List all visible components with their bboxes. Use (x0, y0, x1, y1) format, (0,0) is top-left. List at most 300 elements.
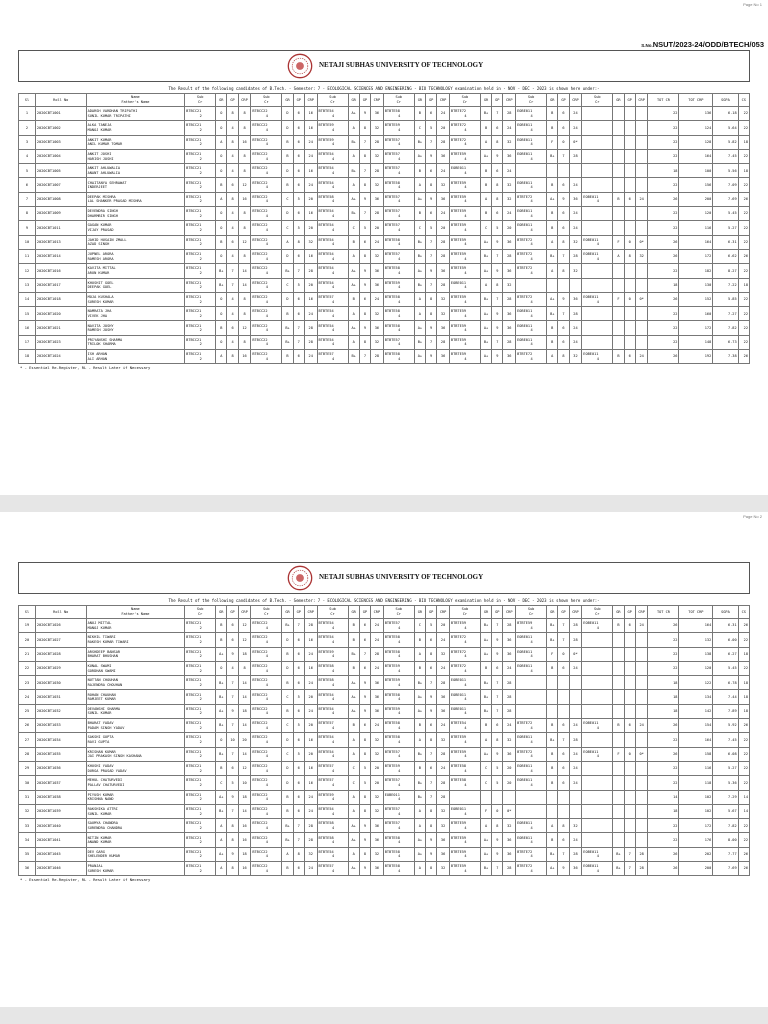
grade-point: 6 (293, 249, 304, 263)
grade-point: 5 (492, 776, 503, 790)
credit-points: 24 (569, 221, 582, 235)
subject-code: BTBTE72 (450, 109, 467, 114)
col-sub (516, 606, 547, 619)
subject-code-cell (516, 264, 547, 278)
credit-points: 28 (437, 790, 450, 804)
grade-point: 8 (359, 733, 370, 747)
col-gp: GP (293, 94, 304, 107)
grade-point: 8 (227, 107, 238, 121)
credit-points: 14 (238, 278, 251, 292)
subject-code: BTBTE72 (450, 649, 467, 654)
subject-credit: 4 (398, 313, 401, 318)
serial-number: 30 (19, 776, 36, 790)
grade-point: 9 (558, 192, 569, 206)
grade: A+ (348, 264, 359, 278)
credit-points: 28 (503, 690, 516, 704)
grade: B (282, 804, 293, 818)
sgpa: 5.27 (713, 761, 738, 775)
subject-code: BTBTE57 (384, 151, 400, 156)
father-name: RAVI GUPTA (87, 740, 110, 745)
grade: A+ (348, 107, 359, 121)
credits-secured: 22 (738, 733, 749, 747)
subject-code-cell (516, 221, 547, 235)
subject-credit: 4 (530, 256, 533, 261)
sgpa: 6.62 (713, 249, 738, 263)
col-sub-label: Sub (196, 95, 204, 100)
total-credit-points: 200 (679, 192, 713, 206)
credit-points: 28 (437, 278, 450, 292)
credit-points: 20 (304, 747, 317, 761)
grade: A+ (480, 847, 491, 861)
col-gp: GP (558, 606, 569, 619)
credit-points: 36 (371, 704, 384, 718)
credit-points: 16 (304, 776, 317, 790)
subject-code-cell (185, 307, 216, 321)
subject-code: BTBCC22 (252, 778, 268, 783)
credit-points (635, 335, 648, 349)
credit-points: 36 (371, 321, 384, 335)
subject-credit: 4 (530, 854, 533, 859)
subject-code-cell (516, 121, 547, 135)
subject-code-cell (449, 847, 480, 861)
subject-code: BTBCC21 (186, 180, 202, 185)
grade: B+ (547, 733, 558, 747)
col-cr-label: Cr (396, 612, 401, 616)
credit-points: 24 (569, 335, 582, 349)
subject-code-cell (383, 719, 414, 733)
credit-points: 32 (371, 121, 384, 135)
student-name: ANKIT KUMAR (87, 137, 112, 142)
roll-number: 2020CBT1035 (35, 747, 86, 761)
credit-points: 24 (503, 661, 516, 675)
grade-point (624, 207, 635, 221)
grade: B+ (282, 819, 293, 833)
credit-points: 20 (304, 192, 317, 206)
subject-code: BTBTE54 (318, 252, 334, 257)
col-sub-label: Sub (461, 607, 469, 612)
credit-points: 16 (238, 833, 251, 847)
grade: B (216, 633, 227, 647)
subject-code: BTBTE57 (318, 864, 334, 869)
col-gr: GR (216, 94, 227, 107)
subject-code: BTBCC22 (252, 706, 268, 711)
grade-point: 8 (293, 847, 304, 861)
credit-points (635, 647, 648, 661)
subject-code-cell (449, 819, 480, 833)
credit-points: 24 (569, 178, 582, 192)
grade: C (480, 221, 491, 235)
subject-credit: 4 (464, 170, 467, 175)
credit-points: 36 (437, 704, 450, 718)
university-header (18, 50, 750, 82)
roll-number: 2020CBT1018 (35, 292, 86, 306)
credit-points: 32 (503, 135, 516, 149)
subject-code: BTBCC21 (186, 821, 202, 826)
grade-point (624, 149, 635, 163)
grade: A+ (216, 704, 227, 718)
grade: A (480, 278, 491, 292)
father-name: SUNIL KUMAR (87, 811, 112, 816)
subject-credit: 4 (596, 725, 599, 730)
credit-points (635, 661, 648, 675)
subject-code-cell (516, 292, 547, 306)
subject-code: EOBE011 (583, 864, 599, 869)
serial-number: 20 (19, 633, 36, 647)
subject-code-cell (317, 747, 348, 761)
col-sub-label: Sub (527, 607, 535, 612)
grade-point: 6 (558, 719, 569, 733)
credit-points (635, 676, 648, 690)
student-name: JUPNEL ARORA (87, 252, 114, 257)
credit-points: 32 (503, 178, 516, 192)
credit-points: 24 (304, 135, 317, 149)
subject-credit: 4 (464, 811, 467, 816)
col-sub-label: Sub (329, 95, 336, 100)
grade (547, 278, 558, 292)
grade-point (624, 221, 635, 235)
table-row (19, 149, 750, 163)
grade-point: 6 (359, 235, 370, 249)
credit-points (635, 221, 648, 235)
subject-credit: 4 (331, 199, 335, 204)
subject-credit: 4 (530, 625, 533, 630)
grade-point: 6 (558, 776, 569, 790)
grade: D (282, 761, 293, 775)
grade-point: 9 (227, 790, 238, 804)
credit-points: 24 (304, 647, 317, 661)
subject-code-cell (383, 847, 414, 861)
grade-point: 9 (359, 192, 370, 206)
credits-secured: 18 (738, 647, 749, 661)
table-row (19, 307, 750, 321)
credits-secured: 22 (738, 661, 749, 675)
col-gr: GR (282, 94, 293, 107)
credits-secured: 26 (738, 619, 749, 633)
subject-code-cell (582, 135, 613, 149)
subject-credit: 4 (265, 697, 268, 702)
subject-code-cell (449, 804, 480, 818)
sgpa: 5.36 (713, 776, 738, 790)
grade-point: 6 (425, 633, 436, 647)
credit-points: 28 (371, 164, 384, 178)
subject-credit: 4 (265, 213, 268, 218)
col-sl: Sl (19, 94, 36, 107)
grade: A+ (348, 819, 359, 833)
sgpa: 6.78 (713, 676, 738, 690)
roll-number: 2020CBT1029 (35, 661, 86, 675)
credit-points: 24 (437, 633, 450, 647)
serial-number: 1 (19, 107, 36, 121)
subject-code-cell (383, 833, 414, 847)
grade-point: 7 (624, 862, 635, 876)
subject-code-cell (251, 264, 282, 278)
col-gp: GP (425, 606, 436, 619)
grade: A (547, 350, 558, 364)
credit-points: 20 (304, 719, 317, 733)
grade: B+ (282, 619, 293, 633)
subject-code: BTBCC21 (186, 194, 202, 199)
sgpa: 6.08 (713, 747, 738, 761)
credit-points (635, 733, 648, 747)
col-gr: GR (348, 94, 359, 107)
grade-point: 5 (492, 221, 503, 235)
subject-code: BTBTE58 (384, 323, 400, 328)
subject-code-cell (317, 690, 348, 704)
subject-code-cell (185, 192, 216, 206)
subject-credit: 2 (199, 754, 202, 759)
subject-code: BTBTE59 (450, 821, 467, 826)
subject-credit: 2 (199, 113, 202, 118)
grade-point: 7 (425, 790, 436, 804)
grade (613, 690, 624, 704)
grade-point (624, 264, 635, 278)
grade-point (624, 776, 635, 790)
subject-code: BTBTE54 (318, 166, 334, 171)
credit-points: 28 (503, 676, 516, 690)
subject-code: BTBCC22 (252, 194, 268, 199)
grade-point: 6 (227, 235, 238, 249)
credit-points: 24 (503, 207, 516, 221)
father-name: RAJENDRA CHOUHAN (87, 682, 123, 687)
grade: B+ (480, 335, 491, 349)
subject-code: BTBTE54 (318, 323, 334, 328)
subject-credit: 2 (199, 697, 202, 702)
subject-code: EOBE011 (517, 635, 533, 640)
grade-point (624, 321, 635, 335)
student-names (86, 192, 185, 206)
credit-points (635, 178, 648, 192)
grade: B+ (414, 335, 425, 349)
grade: D (282, 107, 293, 121)
subject-credit: 4 (331, 697, 335, 702)
credit-points: 28 (437, 235, 450, 249)
credit-points: 0* (569, 647, 582, 661)
sgpa: 8.27 (713, 264, 738, 278)
sgpa: 6.18 (713, 107, 738, 121)
grade: B (613, 350, 624, 364)
grade: B (414, 761, 425, 775)
subject-credit: 4 (265, 185, 268, 190)
grade-point: 6 (558, 747, 569, 761)
col-gr: GR (613, 94, 624, 107)
subject-code-cell (383, 350, 414, 364)
grade: B (282, 350, 293, 364)
subject-code: BTBTE57 (318, 352, 334, 357)
credit-points: 24 (569, 747, 582, 761)
subject-credit: 2 (199, 668, 202, 673)
roll-number: 2020CBT1014 (35, 249, 86, 263)
grade: A+ (414, 704, 425, 718)
grade-point (558, 278, 569, 292)
credit-points: 36 (371, 278, 384, 292)
grade-point: 4 (227, 207, 238, 221)
subject-code-cell (251, 633, 282, 647)
father-name: ANIL KUMAR TOMAR (87, 142, 123, 147)
subject-credit: 4 (464, 185, 467, 190)
grade: A (348, 804, 359, 818)
credit-points: 24 (569, 121, 582, 135)
subject-credit: 4 (398, 825, 401, 830)
col-gp: GP (227, 94, 238, 107)
student-names (86, 676, 185, 690)
subject-code: BTBCC21 (186, 237, 202, 242)
credit-points: 32 (569, 235, 582, 249)
col-crp: CRP (635, 94, 648, 107)
subject-credit: 4 (331, 113, 335, 118)
grade-point: 6 (293, 107, 304, 121)
roll-number: 2020CBT1017 (35, 278, 86, 292)
student-name: PRIYANSHI SHARMA (87, 337, 123, 342)
total-credit-points: 164 (679, 235, 713, 249)
student-names (86, 235, 185, 249)
father-name: ALI ARHAN (87, 356, 108, 361)
credit-points: 28 (569, 307, 582, 321)
grade: A (348, 121, 359, 135)
col-crp: CRP (371, 606, 384, 619)
total-credits: 22 (648, 264, 679, 278)
subject-code-cell (516, 321, 547, 335)
grade: C (414, 221, 425, 235)
sgpa: 5.85 (713, 292, 738, 306)
subject-credit: 2 (199, 854, 202, 859)
subject-code: BTBTE57 (384, 337, 400, 342)
grade-point: 8 (359, 804, 370, 818)
subject-code-cell (449, 619, 480, 633)
student-names (86, 747, 185, 761)
col-crp: CRP (437, 606, 450, 619)
col-sub (582, 606, 613, 619)
subject-credit: 4 (398, 242, 401, 247)
subject-credit: 4 (398, 740, 401, 745)
subject-credit: 4 (398, 782, 401, 787)
result-intro: The Result of the following candidates of B.Tech. - Semester: 7 - ECOLOGICAL SCIENCES AND ENGINEERING - BIO TECHNOLOGY examination held in - NOV - DEC - 2023 is shown here under:- (168, 598, 600, 603)
credit-points: 24 (635, 719, 648, 733)
subject-code-cell (516, 790, 547, 804)
student-names (86, 761, 185, 775)
subject-code-cell (516, 819, 547, 833)
grade: A (348, 149, 359, 163)
subject-credit: 2 (199, 654, 202, 659)
subject-code-cell (449, 249, 480, 263)
credit-points: 8 (238, 249, 251, 263)
grade: F (613, 292, 624, 306)
grade: A (480, 135, 491, 149)
subject-code: EOBE011 (583, 294, 599, 299)
grade-point: 6 (293, 121, 304, 135)
credit-points: 24 (569, 719, 582, 733)
serial-number: 34 (19, 833, 36, 847)
subject-code: BTBTE72 (450, 123, 467, 128)
grade-point (624, 661, 635, 675)
subject-code-cell (383, 619, 414, 633)
student-names (86, 292, 185, 306)
grade: O (216, 121, 227, 135)
subject-code-cell (317, 249, 348, 263)
student-name: MEHUL CHATURVEDI (87, 778, 123, 783)
credit-points (635, 776, 648, 790)
subject-code: BTBTE58 (384, 649, 400, 654)
subject-code: BTBCC21 (186, 166, 202, 171)
grade-point: 8 (624, 249, 635, 263)
grade: A+ (547, 292, 558, 306)
credits-secured: 26 (738, 862, 749, 876)
grade-point: 0 (624, 235, 635, 249)
total-credit-points: 172 (679, 249, 713, 263)
roll-number: 2020CBT1041 (35, 833, 86, 847)
student-name: KHUSHIT GOEL (87, 280, 114, 285)
credit-points: 36 (503, 350, 516, 364)
sgpa: 5.45 (713, 661, 738, 675)
total-credit-points: 118 (679, 776, 713, 790)
subject-credit: 4 (331, 654, 335, 659)
university-name: NETAJI SUBHAS UNIVERSITY OF TECHNOLOGY (319, 573, 484, 581)
col-gp: GP (492, 606, 503, 619)
student-name: NIKHIL TIWARI (87, 635, 116, 640)
subject-code: BTBTE57 (384, 137, 400, 142)
subject-code-cell (516, 733, 547, 747)
credit-points: 24 (569, 107, 582, 121)
subject-code: BTBTE57 (384, 821, 400, 826)
grade-point: 7 (492, 249, 503, 263)
credit-points: 16 (238, 350, 251, 364)
serial-number: 8 (19, 207, 36, 221)
subject-code: BTBCC21 (186, 151, 202, 156)
grade: B+ (348, 647, 359, 661)
roll-number: 2020CBT1038 (35, 790, 86, 804)
grade-point: 9 (492, 633, 503, 647)
grade-point (624, 690, 635, 704)
grade (613, 321, 624, 335)
grade: D (282, 733, 293, 747)
subject-code: BTBTE54 (318, 621, 334, 626)
subject-code-cell (251, 619, 282, 633)
credit-points: 24 (437, 719, 450, 733)
subject-code-cell (185, 862, 216, 876)
subject-code: BTBCC21 (186, 137, 202, 142)
credit-points: 16 (304, 107, 317, 121)
sgpa: 6.73 (713, 335, 738, 349)
sgpa: 5.27 (713, 221, 738, 235)
total-credit-points: 156 (679, 178, 713, 192)
grade-point: 6 (293, 676, 304, 690)
subject-code: EOBE011 (517, 137, 533, 142)
grade-point: 9 (359, 321, 370, 335)
grade: A (216, 135, 227, 149)
grade-point: 9 (359, 819, 370, 833)
grade-point: 6 (492, 661, 503, 675)
grade: B (282, 178, 293, 192)
subject-code-cell (582, 107, 613, 121)
roll-number: 2020CBT1023 (35, 335, 86, 349)
grade (613, 264, 624, 278)
grade (613, 221, 624, 235)
father-name: RAMJEET KUMAR (87, 697, 116, 702)
subject-code-cell (516, 633, 547, 647)
grade: D (282, 633, 293, 647)
credit-points: 32 (569, 264, 582, 278)
credits-secured: 22 (738, 819, 749, 833)
col-sub (185, 606, 216, 619)
credit-points: 12 (238, 633, 251, 647)
subject-code: BTBCC22 (252, 151, 268, 156)
col-crp: CRP (304, 606, 317, 619)
subject-code-cell (449, 747, 480, 761)
total-credit-points: 124 (679, 121, 713, 135)
credit-points: 12 (238, 619, 251, 633)
subject-code: BTBCC21 (186, 864, 202, 869)
student-name: ANUJ MITTAL (87, 621, 112, 626)
subject-code: BTBCC22 (252, 806, 268, 811)
